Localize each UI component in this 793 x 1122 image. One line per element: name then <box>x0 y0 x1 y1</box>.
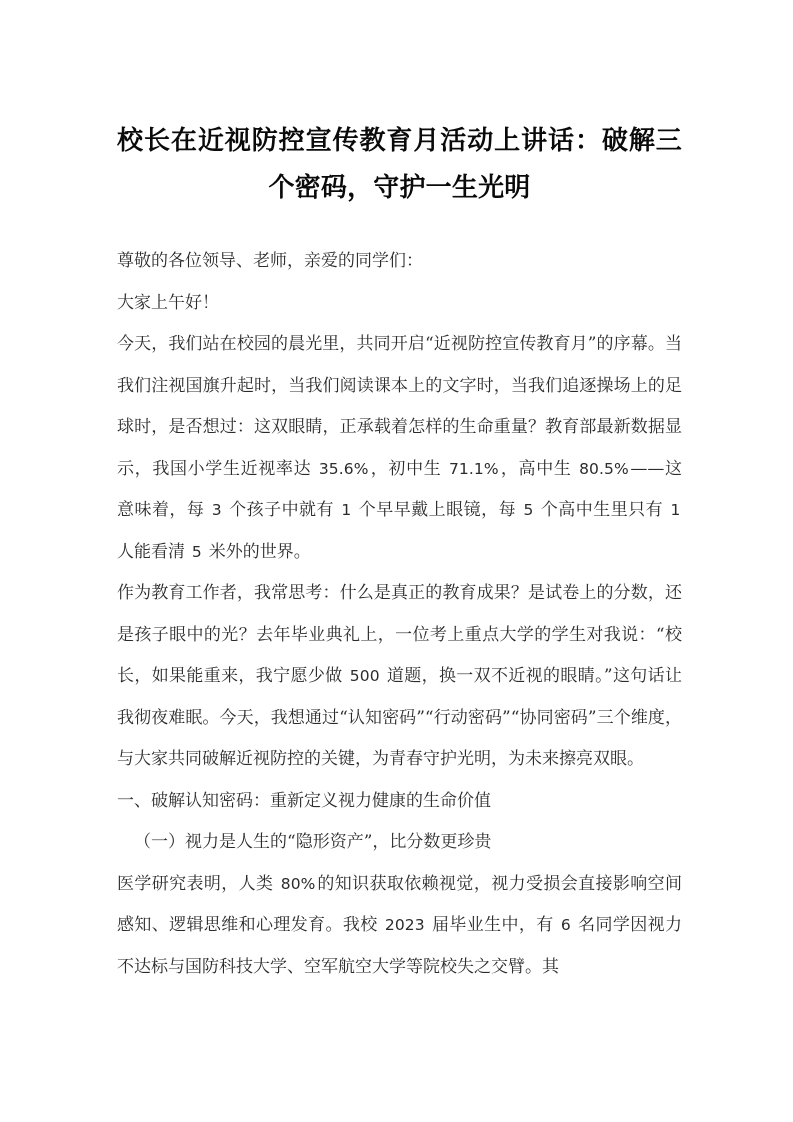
document-body <box>117 241 682 988</box>
page-content <box>117 118 682 988</box>
paragraph-section-1-1-body: 医学研究表明，人类 80%的知识获取依赖视觉，视力受损会直接影响空间感知、逻辑思维和心理发育。我校 2023 届毕业生中，有 6 名同学因视力不达标与国防科技大学、空军航空大学等院校失之交臂。其 <box>117 873 683 977</box>
page-title-text: 校长在近视防控宣传教育月活动上讲话：破解三个密码，守护一生光明 <box>117 126 682 203</box>
paragraph-salutation: 尊敬的各位领导、老师，亲爱的同学们： <box>117 251 423 271</box>
paragraph-greeting: 大家上午好！ <box>117 292 219 313</box>
subsection-heading-1-1: （一）视力是人生的“隐形资产”，比分数更珍贵 <box>134 832 492 852</box>
page-title <box>117 118 682 212</box>
paragraph-reflection: 作为教育工作者，我常思考：什么是真正的教育成果？是试卷上的分数，还是孩子眼中的光？去年毕业典礼上，一位考上重点大学的学生对我说：“校长，如果能重来，我宁愿少做 500 道题，换一双不近视的眼睛。”这句话让我彻夜难眠。今天，我想通过“认知密码”“行动密码”“协同密码”三个维度，与大家共同破解近视防控的关键，为青春守护光明，为未来擦亮双眼。 <box>117 583 682 769</box>
section-heading-1: 一、破解认知密码：重新定义视力健康的生命价值 <box>117 790 491 811</box>
paragraph-opening: 今天，我们站在校园的晨光里，共同开启“近视防控宣传教育月”的序幕。当我们注视国旗升起时，当我们阅读课本上的文字时，当我们追逐操场上的足球时，是否想过：这双眼睛，正承载着怎样的生命重量？教育部最新数据显示，我国小学生近视率达 35.6%，初中生 71.1%，高中生 80.5%——这意味着，每 3 个孩子中就有 1 个早早戴上眼镜，每 5 个高中生里只有 1 人能看清 5 米外的世界。 <box>117 334 683 562</box>
